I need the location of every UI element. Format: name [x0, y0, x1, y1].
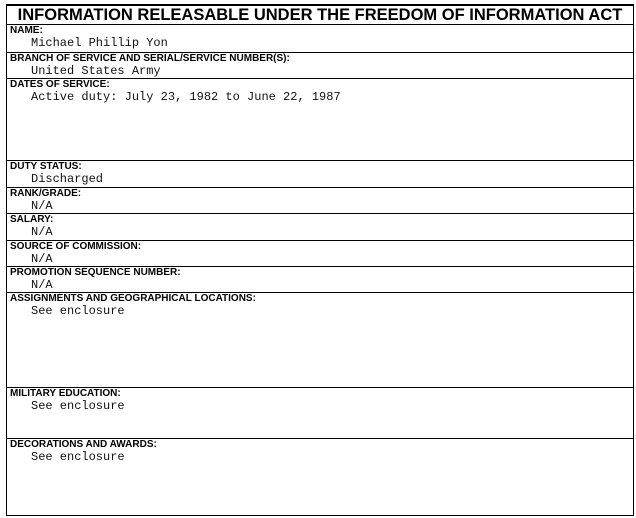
field-value: United States Army [31, 64, 161, 78]
field-label: RANK/GRADE: [10, 188, 82, 199]
field-value: See enclosure [31, 399, 125, 413]
field-value: See enclosure [31, 450, 125, 464]
field-value: N/A [31, 199, 53, 213]
field-value: See enclosure [31, 304, 125, 318]
field-label: PROMOTION SEQUENCE NUMBER: [10, 267, 181, 278]
field-source-of-commission [7, 241, 633, 267]
field-assignments-and-locations [7, 293, 633, 388]
field-decorations-and-awards [7, 439, 633, 515]
field-label: SOURCE OF COMMISSION: [10, 241, 142, 252]
field-label: SALARY: [10, 214, 54, 225]
field-label: NAME: [10, 25, 43, 36]
field-value: N/A [31, 252, 53, 266]
field-label: ASSIGNMENTS AND GEOGRAPHICAL LOCATIONS: [10, 293, 256, 304]
field-value: N/A [31, 225, 53, 239]
field-label: DATES OF SERVICE: [10, 79, 110, 90]
field-label: BRANCH OF SERVICE AND SERIAL/SERVICE NUMBER(S): [10, 53, 290, 64]
field-label: MILITARY EDUCATION: [10, 388, 121, 399]
foia-form [6, 4, 634, 516]
field-branch-of-service [7, 53, 633, 79]
field-rank-grade [7, 188, 633, 214]
field-military-education [7, 388, 633, 439]
field-salary [7, 214, 633, 241]
field-value: N/A [31, 278, 53, 292]
field-label: DUTY STATUS: [10, 161, 82, 172]
field-label: DECORATIONS AND AWARDS: [10, 439, 157, 450]
field-promotion-sequence-number [7, 267, 633, 293]
field-value: Michael Phillip Yon [31, 36, 168, 50]
field-dates-of-service [7, 79, 633, 161]
form-title: INFORMATION RELEASABLE UNDER THE FREEDOM OF INFORMATION ACT [7, 6, 633, 25]
field-value: Discharged [31, 172, 104, 186]
field-name [7, 25, 633, 53]
field-duty-status [7, 161, 633, 188]
field-value: Active duty: July 23, 1982 to June 22, 1987 [31, 90, 341, 104]
